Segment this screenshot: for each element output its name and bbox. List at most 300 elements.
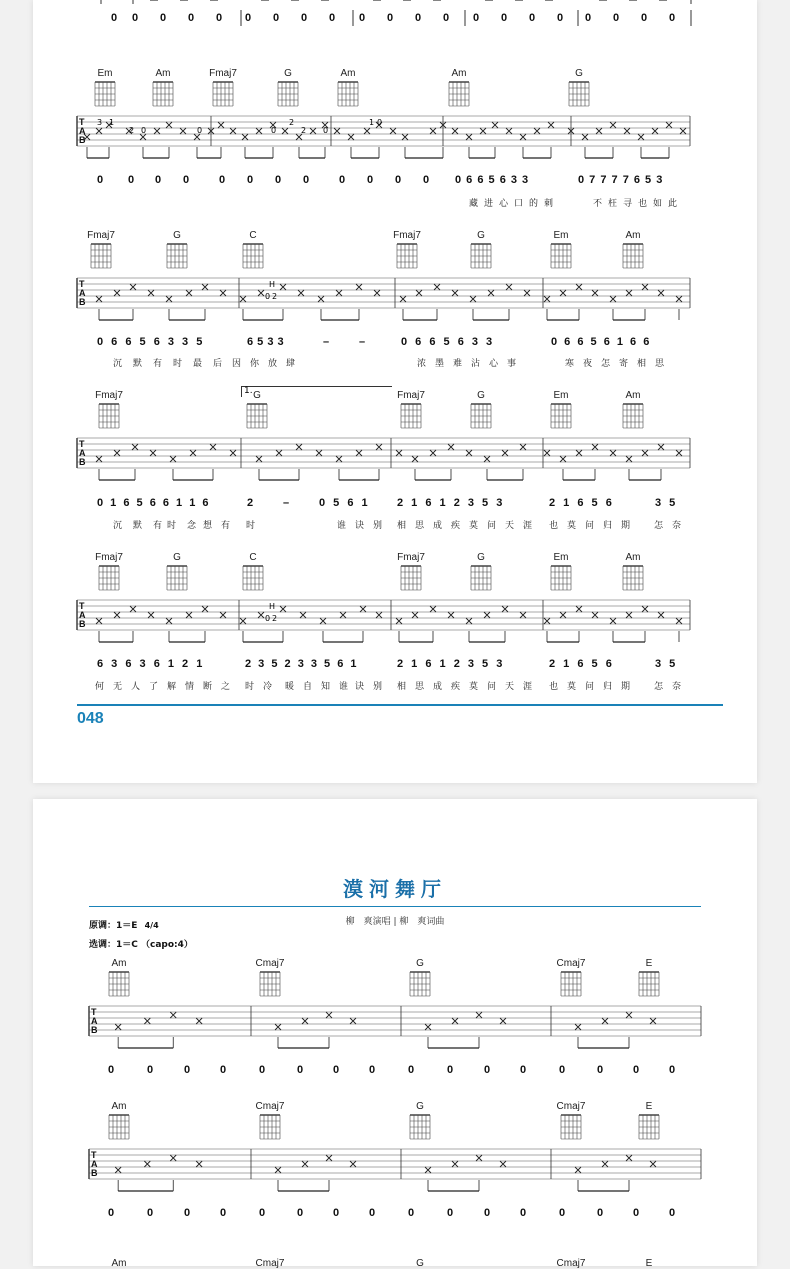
tab-staff-p2-system-2	[33, 1113, 757, 1203]
strum-x-mark	[500, 1018, 506, 1024]
strum-x-mark	[296, 444, 302, 450]
jianpu-note: 0	[147, 1207, 154, 1219]
strum-x-mark	[576, 284, 582, 290]
strum-x-mark	[298, 290, 304, 296]
strum-x-mark	[560, 290, 566, 296]
jianpu-note: 0	[443, 12, 450, 24]
jianpu-note: 0	[369, 1064, 376, 1076]
strum-x-mark	[318, 296, 324, 302]
lyric-char: 藏	[469, 199, 479, 209]
lyric-char: 奈	[672, 521, 682, 531]
jianpu-note: 0	[557, 12, 564, 24]
lyric-char: 问	[487, 521, 497, 531]
strum-x-mark	[220, 612, 226, 618]
lyric-row-system-4	[33, 679, 757, 691]
lyric-row-system-3	[33, 518, 757, 530]
strum-x-mark	[544, 618, 550, 624]
strum-x-mark	[275, 1167, 281, 1173]
strum-x-mark	[596, 128, 602, 134]
chord-label: Fmaj7	[95, 390, 123, 401]
fret-digit: 0	[377, 118, 383, 127]
tab-clef-letter: A	[91, 1016, 98, 1026]
lyric-char: 疾	[451, 521, 461, 531]
strum-x-mark	[610, 122, 616, 128]
strum-x-mark	[412, 612, 418, 618]
chord-diagram	[551, 244, 571, 268]
tab-staff-system-3	[33, 402, 757, 492]
chord-label: G	[575, 68, 583, 79]
chord-label: Am	[111, 1101, 127, 1112]
tab-clef-letter: A	[79, 288, 86, 298]
lyric-char: 后	[213, 359, 223, 369]
strum-x-mark	[150, 450, 156, 456]
jianpu-note: 0	[259, 1064, 266, 1076]
jianpu-note: 0	[415, 12, 422, 24]
jianpu-note: 0	[219, 174, 226, 186]
jianpu-note: 0	[220, 1207, 227, 1219]
jianpu-note: 0	[447, 1207, 454, 1219]
lyric-char: 了	[149, 682, 159, 692]
strum-x-mark	[170, 1012, 176, 1018]
chord-label: Fmaj7	[397, 552, 425, 563]
lyric-char: 相	[397, 521, 407, 531]
strum-x-mark	[638, 134, 644, 140]
original-key-value: 1＝E	[116, 921, 138, 931]
lyric-char: 别	[373, 521, 383, 531]
lyric-char: 何	[95, 682, 105, 692]
lyric-char: 问	[585, 521, 595, 531]
lyric-char: 谁	[337, 521, 347, 531]
chord-label: G	[477, 390, 485, 401]
chord-diagram	[551, 404, 571, 428]
strum-x-mark	[610, 296, 616, 302]
title-rule	[89, 906, 701, 907]
strum-x-mark	[642, 284, 648, 290]
number-row-p2-system-2	[33, 1207, 757, 1221]
lyric-char: 夜	[583, 359, 593, 369]
jianpu-note: 0	[359, 12, 366, 24]
lyric-char: 墨	[435, 359, 445, 369]
jianpu-note: 0	[160, 12, 167, 24]
lyric-char: 断	[203, 682, 213, 692]
chord-label: Am	[625, 552, 641, 563]
lyric-char: 难	[453, 359, 463, 369]
lyric-char: 心	[489, 359, 499, 369]
strum-x-mark	[326, 1155, 332, 1161]
strum-x-mark	[466, 450, 472, 456]
strum-x-mark	[202, 606, 208, 612]
strum-x-mark	[658, 444, 664, 450]
chord-label: Cmaj7	[556, 958, 586, 969]
strum-x-mark	[592, 290, 598, 296]
strum-x-mark	[642, 450, 648, 456]
jianpu-note: 0	[387, 12, 394, 24]
lyric-char: 莫	[567, 682, 577, 692]
strum-x-mark	[626, 290, 632, 296]
time-signature: 4/4	[144, 921, 159, 930]
strum-x-mark	[114, 612, 120, 618]
jianpu-note: 0	[184, 1064, 191, 1076]
fret-digit: 3	[97, 118, 103, 127]
chord-diagram	[471, 244, 491, 268]
strum-x-mark	[476, 1012, 482, 1018]
tab-clef-letter: B	[91, 1025, 98, 1035]
chord-diagram	[260, 1115, 280, 1139]
strum-x-mark	[334, 128, 340, 134]
chord-label: G	[477, 230, 485, 241]
chord-label: G	[173, 552, 181, 563]
volta-label: 1.	[244, 386, 253, 396]
jianpu-phrase: 0 5 6 1	[319, 497, 368, 509]
strum-x-mark	[502, 606, 508, 612]
jianpu-phrase: 0 6 6 5 6 3 3	[455, 174, 530, 186]
lyric-char: 时	[246, 521, 256, 531]
strum-x-mark	[534, 128, 540, 134]
original-key-label: 原调：	[89, 921, 117, 931]
strum-x-mark	[390, 128, 396, 134]
chord-label: Am	[625, 230, 641, 241]
chord-label: Em	[553, 552, 569, 563]
lyric-char: 时	[173, 359, 183, 369]
jianpu-note: 0	[484, 1064, 491, 1076]
strum-x-mark	[256, 128, 262, 134]
strum-x-mark	[658, 612, 664, 618]
strum-x-mark	[114, 450, 120, 456]
strum-x-mark	[480, 128, 486, 134]
chord-diagram	[338, 82, 358, 106]
strum-x-mark	[96, 618, 102, 624]
jianpu-phrase: 2 3 5 2 3 3 5 6 1	[245, 658, 357, 670]
chord-diagram	[401, 404, 421, 428]
jianpu-phrase: 0 6 6 5 6 3 3	[401, 336, 493, 348]
jianpu-note: 0	[520, 1207, 527, 1219]
jianpu-note: 0	[273, 12, 280, 24]
strum-x-mark	[602, 1018, 608, 1024]
chord-diagram	[109, 1115, 129, 1139]
fret-digit: 2	[301, 126, 307, 135]
tab-staff-system-1	[33, 80, 757, 170]
lyric-char: 成	[433, 521, 443, 531]
lyric-char: 事	[507, 359, 517, 369]
lyric-char: 默	[133, 359, 143, 369]
lyric-char: 有	[153, 521, 163, 531]
chord-label: Cmaj7	[255, 958, 285, 969]
strum-x-mark	[144, 1018, 150, 1024]
strum-x-mark	[626, 456, 632, 462]
jianpu-note: 0	[408, 1207, 415, 1219]
lyric-char: 想	[203, 521, 213, 531]
tab-clef-letter: B	[79, 297, 86, 307]
jianpu-note: 0	[108, 1207, 115, 1219]
lyric-char: 冷	[263, 682, 273, 692]
chord-label: Am	[111, 958, 127, 969]
strum-x-mark	[96, 456, 102, 462]
jianpu-note: 0	[111, 12, 118, 24]
strum-x-mark	[96, 296, 102, 302]
jianpu-note: 0	[369, 1207, 376, 1219]
strum-x-mark	[396, 450, 402, 456]
jianpu-note: 0	[613, 12, 620, 24]
jianpu-note: 0	[220, 1064, 227, 1076]
strum-x-mark	[166, 618, 172, 624]
strum-x-mark	[484, 612, 490, 618]
strum-x-mark	[402, 134, 408, 140]
strum-x-mark	[520, 444, 526, 450]
strum-x-mark	[652, 128, 658, 134]
jianpu-note: 0	[247, 174, 254, 186]
lyric-char: 涯	[523, 682, 533, 692]
lyric-char: 肆	[286, 359, 296, 369]
jianpu-phrase: 3 5	[655, 658, 676, 670]
jianpu-note: 0	[259, 1207, 266, 1219]
lyric-char: 自	[303, 682, 313, 692]
selected-key-line	[89, 937, 193, 950]
strum-x-mark	[470, 296, 476, 302]
strum-x-mark	[276, 450, 282, 456]
strum-x-mark	[218, 122, 224, 128]
songbook-page-048	[33, 0, 757, 783]
chord-diagram	[167, 566, 187, 590]
fret-digit: 0	[271, 126, 277, 135]
strum-x-mark	[624, 128, 630, 134]
chord-diagram	[109, 972, 129, 996]
lyric-char: 相	[637, 359, 647, 369]
lyric-char: 归	[603, 521, 613, 531]
jianpu-note: 0	[473, 12, 480, 24]
strum-x-mark	[520, 134, 526, 140]
selected-key-value: 1＝C （capo:4）	[116, 940, 193, 950]
strum-x-mark	[340, 612, 346, 618]
strum-x-mark	[602, 1161, 608, 1167]
tab-staff-system-2	[33, 242, 757, 332]
lyric-char: 不	[593, 199, 603, 209]
jianpu-note: 0	[408, 1064, 415, 1076]
chord-label: Cmaj7	[556, 1101, 586, 1112]
strum-x-mark	[676, 450, 682, 456]
jianpu-note: 0	[423, 174, 430, 186]
strum-x-mark	[376, 444, 382, 450]
lyric-char: 期	[621, 682, 631, 692]
strum-x-mark	[448, 444, 454, 450]
page-footer-rule	[77, 704, 723, 706]
jianpu-note: 0	[184, 1207, 191, 1219]
strum-x-mark	[258, 290, 264, 296]
lyric-char: 思	[415, 521, 425, 531]
jianpu-note: 0	[97, 174, 104, 186]
strum-x-mark	[240, 618, 246, 624]
chord-diagram	[623, 404, 643, 428]
lyric-char: 沉	[113, 359, 123, 369]
jianpu-dash: –	[359, 336, 366, 348]
lyric-row-system-2	[33, 356, 757, 368]
selected-key-label: 选调：	[89, 940, 117, 950]
lyric-char: 浓	[417, 359, 427, 369]
strum-x-mark	[452, 1018, 458, 1024]
strum-x-mark	[186, 290, 192, 296]
strum-x-mark	[524, 290, 530, 296]
jianpu-note: 0	[669, 12, 676, 24]
strum-x-mark	[166, 122, 172, 128]
chord-label: G	[416, 1258, 424, 1269]
chord-label: Fmaj7	[87, 230, 115, 241]
strum-x-mark	[476, 1155, 482, 1161]
lyric-char: 进	[484, 199, 494, 209]
tab-clef-letter: T	[91, 1007, 97, 1017]
strum-x-mark	[350, 1018, 356, 1024]
strum-x-mark	[258, 612, 264, 618]
strum-x-mark	[448, 612, 454, 618]
chord-diagram	[410, 1115, 430, 1139]
jianpu-note: 0	[333, 1207, 340, 1219]
lyric-char: 也	[549, 521, 559, 531]
jianpu-dash: –	[323, 336, 330, 348]
chord-diagram	[260, 972, 280, 996]
chord-label: Em	[553, 230, 569, 241]
lyric-char: 谁	[339, 682, 349, 692]
strum-x-mark	[300, 612, 306, 618]
chord-label: G	[477, 552, 485, 563]
strum-x-mark	[154, 128, 160, 134]
strum-x-mark	[280, 284, 286, 290]
jianpu-phrase: 6 3 6 3 6 1 2 1	[97, 658, 203, 670]
chord-label: C	[249, 552, 257, 563]
chord-label: Am	[155, 68, 171, 79]
tab-clef-letter: B	[79, 135, 86, 145]
jianpu-note: 0	[501, 12, 508, 24]
strum-x-mark	[626, 1012, 632, 1018]
jianpu-note: 0	[559, 1207, 566, 1219]
jianpu-note: 0	[297, 1207, 304, 1219]
chord-label: E	[645, 1258, 653, 1269]
lyric-char: 疾	[451, 682, 461, 692]
tab-clef-letter: A	[79, 448, 86, 458]
jianpu-note: 0	[633, 1064, 640, 1076]
lyric-char: 思	[415, 682, 425, 692]
lyric-char: 也	[638, 199, 648, 209]
strum-x-mark	[230, 450, 236, 456]
lyric-char: 口	[514, 199, 524, 209]
chord-diagram	[243, 244, 263, 268]
jianpu-note: 0	[339, 174, 346, 186]
chord-diagram	[401, 566, 421, 590]
tab-clef-letter: B	[79, 619, 86, 629]
tab-clef-letter: B	[91, 1168, 98, 1178]
hammer-on-mark: H	[269, 280, 276, 289]
strum-x-mark	[132, 444, 138, 450]
lyric-char: 的	[529, 199, 539, 209]
strum-x-mark	[400, 296, 406, 302]
chord-diagram	[243, 566, 263, 590]
lyric-char: 人	[131, 682, 141, 692]
number-row-system-1	[33, 174, 757, 188]
songbook-page-next	[33, 799, 757, 1269]
chord-diagram	[410, 972, 430, 996]
strum-x-mark	[396, 618, 402, 624]
chord-label: Em	[553, 390, 569, 401]
jianpu-note: 0	[520, 1064, 527, 1076]
chord-diagram	[167, 244, 187, 268]
strum-x-mark	[560, 456, 566, 462]
strum-x-mark	[560, 612, 566, 618]
jianpu-note: 0	[484, 1207, 491, 1219]
strum-x-mark	[500, 1161, 506, 1167]
jianpu-phrase: 2 1 6 5 6	[549, 658, 612, 670]
page-number: 048	[77, 710, 104, 727]
strum-x-mark	[626, 1155, 632, 1161]
fret-digit: 2	[272, 614, 278, 623]
lyric-row-system-1	[33, 196, 757, 208]
jianpu-dash: –	[283, 497, 290, 509]
jianpu-note: 0	[132, 12, 139, 24]
lyric-char: 时	[167, 521, 177, 531]
jianpu-note: 0	[367, 174, 374, 186]
lyric-char: 怎	[654, 521, 664, 531]
chord-label: Am	[111, 1258, 127, 1269]
lyric-char: 问	[585, 682, 595, 692]
jianpu-phrase: 0 1 6 5 6 6 1 1 6	[97, 497, 209, 509]
jianpu-note: 2	[247, 497, 254, 509]
lyric-char: 沾	[471, 359, 481, 369]
chord-label: G	[253, 390, 261, 401]
chord-label: Cmaj7	[556, 1258, 586, 1269]
lyric-char: 诀	[355, 521, 365, 531]
chord-label: C	[249, 230, 257, 241]
lyric-char: 解	[167, 682, 177, 692]
jianpu-note: 0	[641, 12, 648, 24]
chord-label: Am	[340, 68, 356, 79]
number-row-system-4	[33, 658, 757, 672]
strum-x-mark	[190, 450, 196, 456]
strum-x-mark	[680, 128, 686, 134]
fret-digit: 1	[369, 118, 375, 127]
tab-clef-letter: A	[91, 1159, 98, 1169]
strum-x-mark	[650, 1018, 656, 1024]
jianpu-note: 0	[559, 1064, 566, 1076]
strum-x-mark	[610, 618, 616, 624]
jianpu-phrase: 3 5	[655, 497, 676, 509]
chord-label: Fmaj7	[397, 390, 425, 401]
lyric-char: 暖	[285, 682, 295, 692]
strum-x-mark	[230, 128, 236, 134]
jianpu-note: 0	[633, 1207, 640, 1219]
lyric-char: 诀	[355, 682, 365, 692]
strum-x-mark	[166, 296, 172, 302]
strum-x-mark	[302, 1018, 308, 1024]
tab-clef-letter: T	[79, 117, 85, 127]
lyric-char: 枉	[608, 199, 618, 209]
strum-x-mark	[548, 122, 554, 128]
strum-x-mark	[96, 128, 102, 134]
strum-x-mark	[506, 284, 512, 290]
strum-x-mark	[506, 128, 512, 134]
lyric-char: 莫	[567, 521, 577, 531]
chord-label: G	[284, 68, 292, 79]
tab-clef-letter: T	[91, 1150, 97, 1160]
strum-x-mark	[576, 450, 582, 456]
jianpu-note: 0	[395, 174, 402, 186]
jianpu-note: 0	[333, 1064, 340, 1076]
strum-x-mark	[575, 1024, 581, 1030]
lyric-char: 天	[505, 521, 515, 531]
jianpu-note: 0	[297, 1064, 304, 1076]
chord-diagram	[99, 404, 119, 428]
chord-diagram	[561, 1115, 581, 1139]
fret-digit: 1	[109, 118, 115, 127]
jianpu-phrase: 0 6 6 5 6 3 3 5	[97, 336, 203, 348]
number-row-p2-system-1	[33, 1064, 757, 1078]
chord-diagram	[623, 244, 643, 268]
lyric-char: 放	[268, 359, 278, 369]
